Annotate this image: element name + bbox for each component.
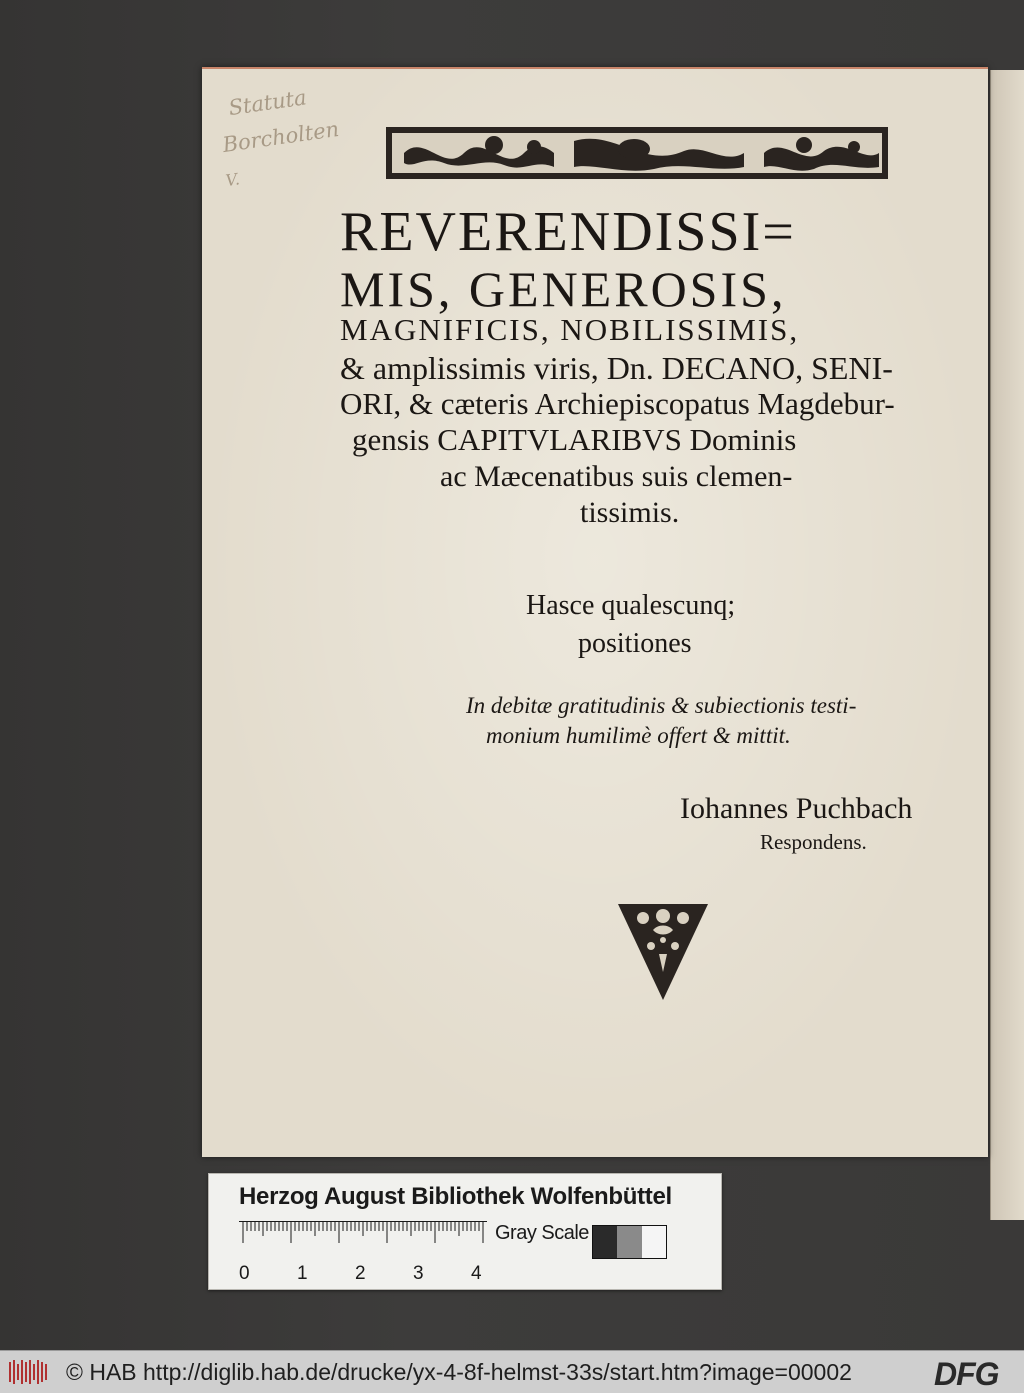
- adjacent-page-edge: [990, 70, 1024, 1220]
- dedication-phrase-line: Hasce qualescunq;: [526, 590, 736, 621]
- ruler-label: 1: [297, 1263, 308, 1281]
- ruler-label: 4: [471, 1263, 482, 1281]
- title-line: MAGNIFICIS, NOBILISSIMIS,: [340, 312, 800, 347]
- color-reference-card: [208, 1173, 722, 1290]
- decorative-tailpiece-ornament: [613, 896, 713, 1006]
- handwritten-annotation-line: Borcholten: [221, 116, 341, 158]
- hab-barcode-logo-icon: [8, 1358, 48, 1386]
- ruler-label: 2: [355, 1263, 366, 1281]
- title-line: MIS, GENEROSIS,: [340, 261, 787, 317]
- dedication-phrase-line: positiones: [578, 628, 692, 659]
- title-line: ORI, & cæteris Archiepiscopatus Magdebur-: [340, 386, 895, 421]
- italic-dedication-line: monium humilimè offert & mittit.: [486, 723, 791, 748]
- signature-name: Iohannes Puchbach: [680, 792, 913, 825]
- decorative-headpiece-ornament: [384, 123, 890, 183]
- dfg-logo: DFG: [934, 1356, 999, 1392]
- handwritten-annotation-line: Statuta: [227, 85, 308, 121]
- institution-name: Herzog August Bibliothek Wolfenbüttel: [239, 1183, 672, 1210]
- gray-scale-label: Gray Scale: [495, 1222, 589, 1244]
- gray-swatch: [617, 1226, 641, 1258]
- copyright-url-text: © HAB http://diglib.hab.de/drucke/yx-4-8f-helmst-33s/start.htm?image=00002: [66, 1359, 852, 1385]
- measurement-ruler: [239, 1221, 489, 1281]
- title-line: gensis CAPITVLARIBVS Dominis: [352, 422, 797, 457]
- italic-dedication-line: In debitæ gratitudinis & subiectionis testi-: [466, 693, 857, 718]
- title-line: ac Mæcenatibus suis clemen-: [440, 460, 793, 493]
- gray-swatch: [642, 1226, 666, 1258]
- signature-role: Respondens.: [760, 830, 867, 854]
- gray-swatch: [593, 1226, 617, 1258]
- title-line: REVERENDISSI=: [340, 201, 796, 263]
- ruler-label: 0: [239, 1263, 250, 1281]
- ruler-label: 3: [413, 1263, 424, 1281]
- footer-bar: [0, 1350, 1024, 1393]
- title-line: & amplissimis viris, Dn. DECANO, SENI-: [340, 350, 893, 386]
- handwritten-annotation-line: V.: [224, 169, 241, 191]
- gray-scale-strip: [592, 1225, 667, 1259]
- title-line: tissimis.: [580, 496, 680, 529]
